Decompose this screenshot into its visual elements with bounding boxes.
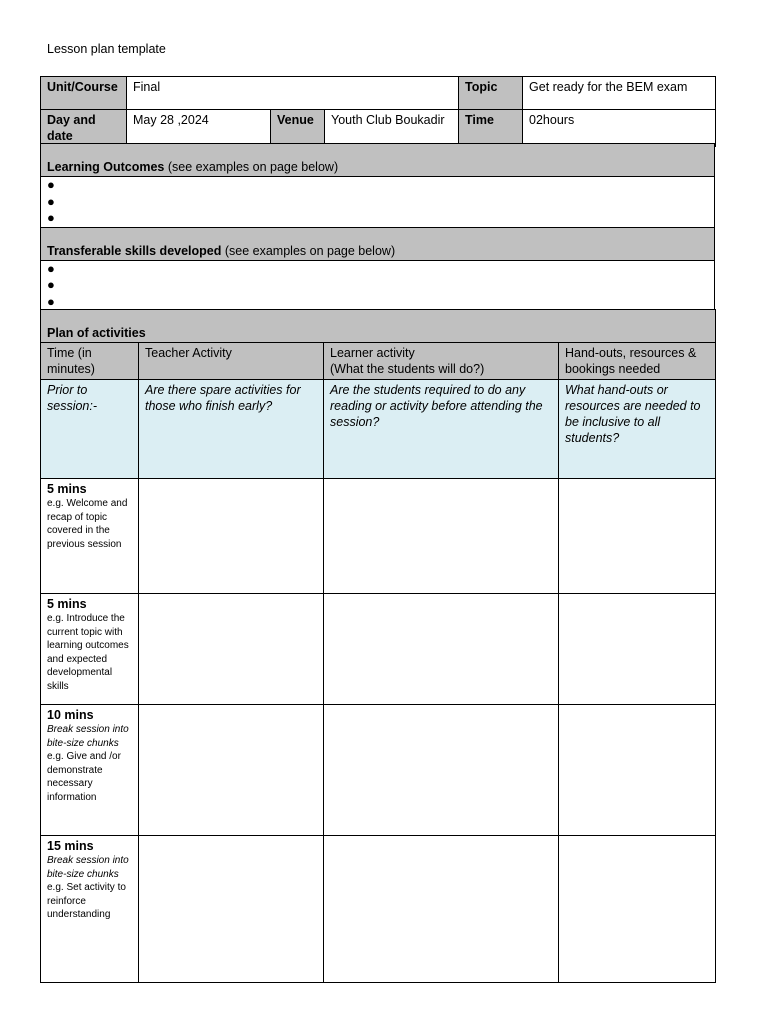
time-label: Time — [459, 110, 523, 147]
transferable-skills-list[interactable] — [41, 260, 715, 311]
activity-time-cell — [41, 594, 139, 705]
activity-duration: 5 mins — [47, 597, 87, 611]
day-date-label: Day and date — [41, 110, 127, 147]
activity-time-cell — [41, 705, 139, 836]
activity-time-cell — [41, 836, 139, 983]
learner-activity-cell[interactable] — [324, 594, 559, 705]
resources-cell[interactable] — [559, 836, 716, 983]
learner-activity-cell[interactable] — [324, 479, 559, 594]
activity-duration: 5 mins — [47, 482, 87, 496]
column-header-resources: Hand-outs, resources & bookings needed — [559, 343, 716, 380]
skill-bullet: ● — [47, 277, 55, 292]
document-title: Lesson plan template — [47, 42, 166, 56]
activity-duration: 15 mins — [47, 839, 94, 853]
outcome-bullet: ● — [47, 177, 55, 192]
skill-bullet: ● — [47, 293, 55, 309]
plan-of-activities-table — [40, 309, 716, 983]
outcome-bullet: ● — [47, 210, 55, 225]
venue-label: Venue — [271, 110, 325, 147]
activity-duration: 10 mins — [47, 708, 94, 722]
unit-course-value[interactable]: Final — [127, 77, 459, 110]
prior-learner-prompt[interactable]: Are the students required to do any reading or activity before attending the session? — [324, 380, 559, 479]
learner-activity-cell[interactable] — [324, 836, 559, 983]
topic-label: Topic — [459, 77, 523, 110]
outcomes-skills-table — [40, 143, 715, 311]
learning-outcomes-title: Learning Outcomes — [47, 160, 165, 174]
activity-time-cell — [41, 479, 139, 594]
learning-outcomes-list[interactable] — [41, 177, 715, 228]
teacher-activity-cell[interactable] — [139, 705, 324, 836]
activity-tip: Break session into bite-size chunks — [47, 724, 129, 749]
venue-value[interactable]: Youth Club Boukadir — [325, 110, 459, 147]
activity-description: e.g. Welcome and recap of topic covered in the previous session — [47, 498, 128, 550]
activity-description: e.g. Give and /or demonstrate necessary information — [47, 751, 121, 803]
transferable-skills-title: Transferable skills developed — [47, 243, 222, 258]
transferable-skills-heading — [41, 227, 715, 260]
plan-of-activities-heading: Plan of activities — [41, 310, 716, 343]
learning-outcomes-note: (see examples on page below) — [164, 160, 339, 174]
teacher-activity-cell[interactable] — [139, 479, 324, 594]
unit-course-label: Unit/Course — [41, 77, 127, 110]
prior-session-label: Prior to session:- — [41, 380, 139, 479]
activity-description: e.g. Introduce the current topic with learning outcomes and expected developmental skills — [47, 613, 129, 692]
prior-resources-prompt[interactable]: What hand-outs or resources are needed to be inclusive to all students? — [559, 380, 716, 479]
column-header-teacher-activity: Teacher Activity — [139, 343, 324, 380]
resources-cell[interactable] — [559, 705, 716, 836]
teacher-activity-cell[interactable] — [139, 594, 324, 705]
activity-description: e.g. Set activity to reinforce understanding — [47, 882, 126, 920]
learning-outcomes-heading — [41, 144, 715, 177]
lesson-info-table — [40, 76, 716, 147]
resources-cell[interactable] — [559, 479, 716, 594]
outcome-bullet: ● — [47, 193, 55, 209]
time-value[interactable]: 02hours — [523, 110, 716, 147]
day-date-value[interactable]: May 28 ,2024 — [127, 110, 271, 147]
column-header-learner-activity: Learner activity (What the students will do?) — [324, 343, 559, 380]
topic-value[interactable]: Get ready for the BEM exam — [523, 77, 716, 110]
teacher-activity-cell[interactable] — [139, 836, 324, 983]
learner-activity-cell[interactable] — [324, 705, 559, 836]
transferable-skills-note: (see examples on page below) — [221, 243, 396, 258]
activity-tip: Break session into bite-size chunks — [47, 855, 129, 880]
column-header-time: Time (in minutes) — [41, 343, 139, 380]
skill-bullet: ● — [47, 260, 55, 276]
resources-cell[interactable] — [559, 594, 716, 705]
prior-teacher-prompt[interactable]: Are there spare activities for those who finish early? — [139, 380, 324, 479]
